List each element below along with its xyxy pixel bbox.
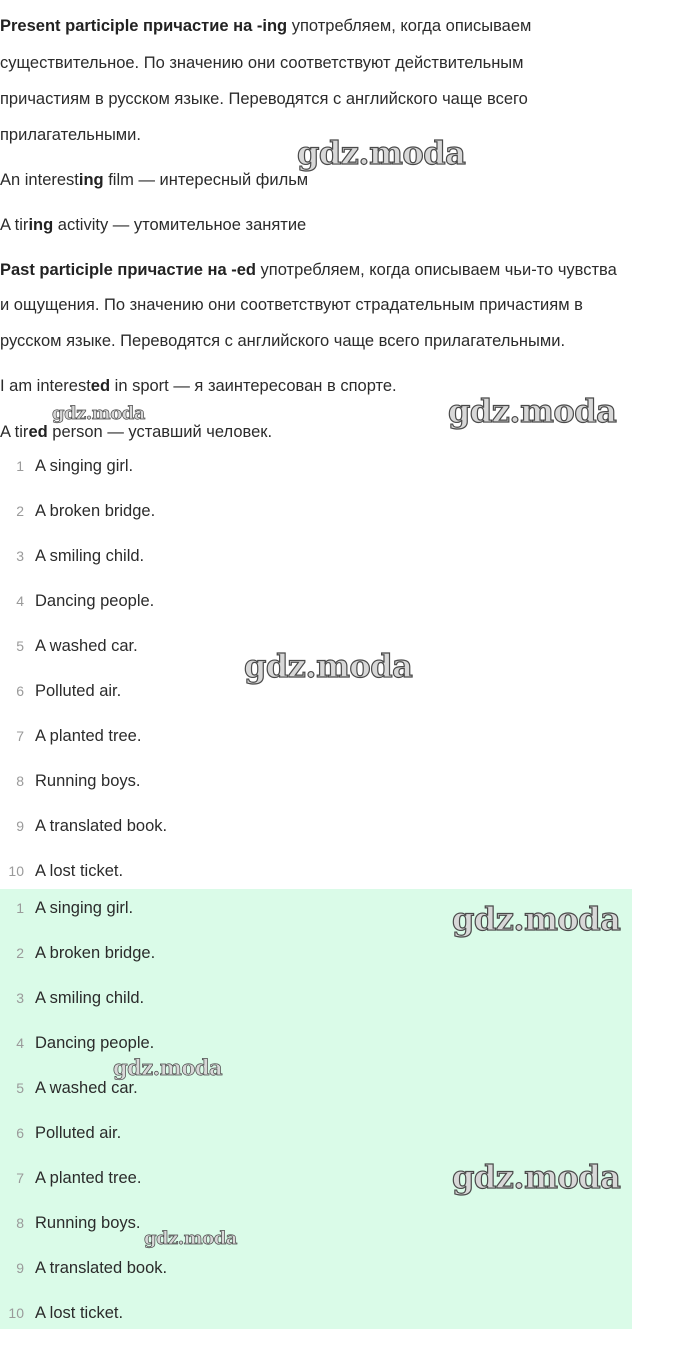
list-item <box>0 499 155 523</box>
present-rule-term: Present participle причастие на -ing <box>0 17 288 35</box>
item-text: A translated book. <box>35 816 168 835</box>
item-number: 2 <box>16 945 24 961</box>
item-number: 1 <box>16 458 24 474</box>
item-text: A singing girl. <box>35 456 134 475</box>
example-suffix: ed <box>28 423 48 441</box>
list-item <box>0 1256 167 1280</box>
item-number: 10 <box>8 1305 24 1321</box>
item-text: A smiling child. <box>35 988 145 1007</box>
item-text: Dancing people. <box>35 591 155 610</box>
item-number: 7 <box>16 1170 24 1186</box>
watermark: gdz.moda <box>448 392 617 430</box>
watermark: gdz.moda <box>244 647 413 685</box>
example-text: I am interest <box>0 377 91 395</box>
watermark: gdz.moda <box>144 1228 237 1249</box>
list-item <box>0 941 155 965</box>
item-number: 6 <box>16 1125 24 1141</box>
example-text: in sport — я заинтересован в спорте. <box>110 377 397 395</box>
present-rule-line-1 <box>0 17 531 36</box>
item-number: 7 <box>16 728 24 744</box>
item-number: 2 <box>16 503 24 519</box>
item-text: Polluted air. <box>35 1123 122 1142</box>
past-example-2 <box>0 423 272 442</box>
item-text: A washed car. <box>35 1078 138 1097</box>
list-item <box>0 1166 141 1190</box>
item-text: Polluted air. <box>35 681 122 700</box>
example-suffix: ing <box>78 171 104 189</box>
item-text: A smiling child. <box>35 546 145 565</box>
item-number: 6 <box>16 683 24 699</box>
item-number: 9 <box>16 1260 24 1276</box>
example-text: A tir <box>0 216 29 234</box>
item-text: A lost ticket. <box>35 861 124 880</box>
list-item <box>0 1031 154 1055</box>
list-item <box>0 544 144 568</box>
example-text: An interest <box>0 171 79 189</box>
item-number: 5 <box>16 1080 24 1096</box>
past-rule-line-1 <box>0 261 617 280</box>
item-number: 10 <box>8 863 24 879</box>
list-item <box>0 896 133 920</box>
list-item <box>0 769 141 793</box>
present-rule-text: употребляем, когда описываем <box>287 17 532 35</box>
item-text: A planted tree. <box>35 1168 142 1187</box>
answer-list <box>0 889 632 1329</box>
item-text: Running boys. <box>35 1213 141 1232</box>
item-number: 8 <box>16 773 24 789</box>
example-text: person — уставший человек. <box>47 423 273 441</box>
item-number: 4 <box>16 593 24 609</box>
watermark: gdz.moda <box>113 1055 223 1080</box>
list-item <box>0 1211 141 1235</box>
present-example-2 <box>0 216 306 235</box>
item-number: 8 <box>16 1215 24 1231</box>
present-rule-line-3: причастиям в русском языке. Переводятся с английского чаще всего <box>0 90 528 108</box>
present-rule-line-4: прилагательными. <box>0 126 141 144</box>
list-item <box>0 1076 138 1100</box>
list-item <box>0 986 144 1010</box>
list-item <box>0 589 154 613</box>
present-rule-line-2: существительное. По значению они соответствуют действительным <box>0 54 524 72</box>
past-rule-line-3: русском языке. Переводятся с английского чаще всего прилагательными. <box>0 332 566 350</box>
list-item <box>0 1121 121 1145</box>
item-number: 9 <box>16 818 24 834</box>
item-number: 5 <box>16 638 24 654</box>
item-text: A lost ticket. <box>35 1303 124 1322</box>
item-number: 3 <box>16 548 24 564</box>
item-text: A broken bridge. <box>35 501 156 520</box>
example-text: A tir <box>0 423 29 441</box>
list-item <box>0 724 141 748</box>
past-rule-text: употребляем, когда описываем чьи-то чувства <box>255 261 617 279</box>
watermark: gdz.moda <box>297 134 466 172</box>
list-item <box>0 454 133 478</box>
item-text: A translated book. <box>35 1258 168 1277</box>
item-text: A broken bridge. <box>35 943 156 962</box>
item-number: 1 <box>16 900 24 916</box>
past-rule-line-2: и ощущения. По значению они соответствуют страдательным причастиям в <box>0 296 583 314</box>
item-text: A singing girl. <box>35 898 134 917</box>
item-text: A washed car. <box>35 636 138 655</box>
example-text: activity — утомительное занятие <box>53 216 307 234</box>
example-text: film — интересный фильм <box>103 171 309 189</box>
watermark: gdz.moda <box>452 900 621 938</box>
list-item <box>0 634 138 658</box>
item-text: Running boys. <box>35 771 141 790</box>
list-item <box>0 859 123 883</box>
item-number: 4 <box>16 1035 24 1051</box>
watermark: gdz.moda <box>52 403 145 424</box>
past-rule-term: Past participle причастие на -ed <box>0 261 256 279</box>
item-text: Dancing people. <box>35 1033 155 1052</box>
watermark: gdz.moda <box>452 1158 621 1196</box>
example-suffix: ing <box>28 216 54 234</box>
present-example-1 <box>0 171 308 190</box>
list-item <box>0 679 121 703</box>
example-suffix: ed <box>90 377 111 395</box>
list-item <box>0 1301 123 1325</box>
item-number: 3 <box>16 990 24 1006</box>
past-example-1 <box>0 377 397 396</box>
item-text: A planted tree. <box>35 726 142 745</box>
list-item <box>0 814 167 838</box>
task-list <box>0 445 632 890</box>
